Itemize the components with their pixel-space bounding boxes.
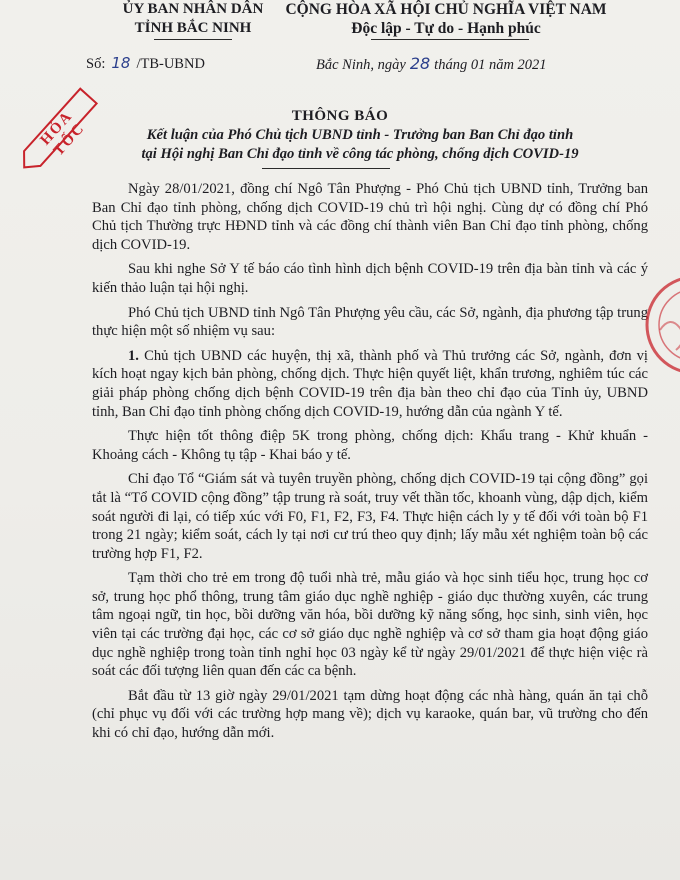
nation-motto: Độc lập - Tự do - Hạnh phúc [351,20,541,37]
notice-subtitle [100,126,620,164]
issuer-name: ỦY BAN NHÂN DÂN [122,1,264,17]
paragraph-5k: Thực hiện tốt thông điệp 5K trong phòng, chống dịch: Khẩu trang - Khử khuẩn - Khoảng cách - Không tụ tập - Khai báo y tế. [92,428,648,463]
nation-name: CỘNG HÒA XÃ HỘI CHỦ NGHĨA VIỆT NAM [285,1,607,18]
red-seal-icon [640,270,680,380]
subtitle-line-2: tại Hội nghị Ban Chỉ đạo tỉnh về công tác phòng, chống dịch COVID-19 [141,146,579,162]
paragraph-school-closure: Tạm thời cho trẻ em trong độ tuổi nhà trẻ, mẫu giáo và học sinh tiểu học, trung học cơ sở, trung học phổ thông, trung tâm giáo dục nghề nghiệp - giáo dục thường xuyên, các trung tâm ngoại ngữ, tin học, bồi dưỡng văn hóa, bồi dưỡng kỹ năng sống, học sinh, sinh viên, học viên tại các trường đại học, các cơ sở giáo dục nghề nghiệp và cơ sở tham gia hoạt động giáo dục nghề nghiệp trong toàn tỉnh nghỉ học 03 ngày kể từ ngày 29/01/2021 để thực hiện việc rà soát các đối tượng liên quan đến các ca bệnh. [92,570,648,680]
title-underline [262,168,390,169]
date-prefix: Bắc Ninh, ngày [316,57,406,73]
nation-header [276,0,616,40]
paragraph-report: Sau khi nghe Sở Y tế báo cáo tình hình dịch bệnh COVID-19 trên địa bàn tỉnh và các ý kiến thảo luận tại hội nghị. [92,261,648,296]
issuer-province: TỈNH BẮC NINH [134,20,252,36]
stamp-text: HỎA TỐC [37,107,89,160]
issuer-underline [154,39,232,40]
paragraph-request: Phó Chủ tịch UBND tỉnh Ngô Tân Phượng yêu cầu, các Sở, ngành, địa phương tập trung thực hiện một số nhiệm vụ sau: [92,304,648,340]
issuer-header [108,0,278,40]
date-year: năm 2021 [488,57,547,73]
subtitle-line-1: Kết luận của Phó Chủ tịch UBND tỉnh - Trưởng ban Ban Chỉ đạo tỉnh [146,127,574,143]
paragraph-item-1 [92,347,648,421]
item-1-number: 1. [128,347,139,364]
date-day: 28 [409,54,431,73]
paragraph-covid-team: Chỉ đạo Tổ “Giám sát và tuyên truyền phòng, chống dịch COVID-19 tại cộng đồng” gọi tắt là “Tổ COVID cộng đồng” tập trung rà soát, truy vết thần tốc, khoanh vùng, dập dịch, kiểm soát người đi lại, có tiếp xúc với F0, F1, F2, F3, F4. Thực hiện cách ly y tế đối với toàn bộ F1 trong 21 ngày; kiểm soát, cách ly tại nơi cư trú theo quy định; lấy mẫu xét nghiệm toàn bộ các trường hợp F1, F2. [92,471,648,562]
document-date [316,54,547,74]
date-month: 01 [470,57,486,73]
document-body [92,180,648,749]
notice-title: THÔNG BÁO [291,108,389,124]
urgent-stamp [13,84,101,177]
reference-suffix: /TB-UBND [136,56,205,72]
reference-number: 18 [111,54,131,72]
paragraph-business-closure: Bắt đầu từ 13 giờ ngày 29/01/2021 tạm dừng hoạt động các nhà hàng, quán ăn tại chỗ (chỉ phục vụ đối với các trường hợp mang về); dịch vụ karaoke, quán bar, vũ trường cho đến khi có chỉ đạo, hướng dẫn mới. [92,687,648,742]
paragraph-intro: Ngày 28/01/2021, đồng chí Ngô Tân Phượng - Phó Chủ tịch UBND tỉnh, Trưởng ban Ban Chỉ đạo tỉnh phòng, chống dịch COVID-19 chủ trì hội nghị. Cùng dự có đồng chí Phó Chủ tịch Thường trực HĐND tỉnh và các đồng chí thành viên Ban Chỉ đạo tỉnh phòng, chống dịch COVID-19. [92,181,648,253]
motto-underline [371,39,529,40]
item-1-text: Chủ tịch UBND các huyện, thị xã, thành phố và Thủ trưởng các Sở, ngành, đơn vị kích hoạt ngay kịch bản phòng, chống dịch. Thực hiện quyết liệt, khẩn trương, nghiêm túc các giải pháp phòng chống dịch bệnh COVID-19 trên địa bàn theo chỉ đạo của Tỉnh ủy, UBND tỉnh, Ban Chỉ đạo tỉnh phòng chống dịch COVID-19, hướng dẫn của ngành Y tế. [92,347,648,420]
reference-prefix: Số: [86,56,106,72]
document-reference [86,54,205,73]
date-month-label: tháng [434,57,468,73]
